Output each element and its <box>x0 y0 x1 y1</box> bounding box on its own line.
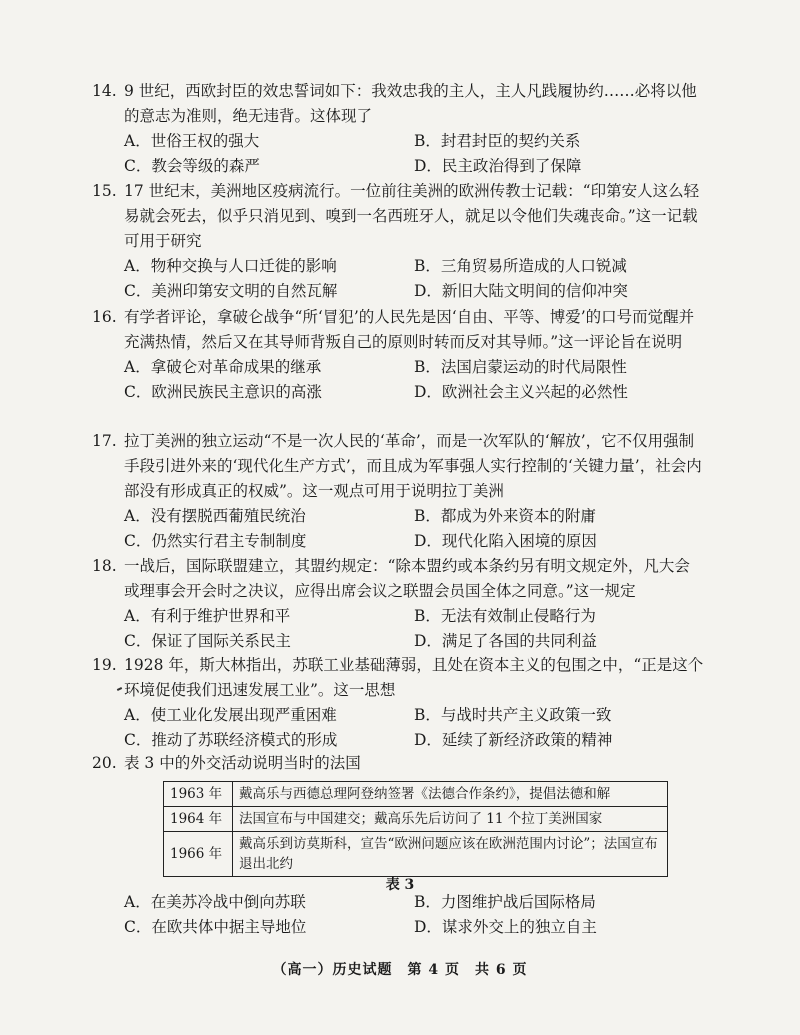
option-b: B．三角贸易所造成的人口锐减 <box>414 257 627 275</box>
option-d: D．现代化陷入困境的原因 <box>414 532 597 550</box>
table-cell-year: 1966 年 <box>164 832 233 877</box>
question-17 <box>92 429 704 554</box>
table-cell-year: 1963 年 <box>164 782 233 807</box>
option-c: C．欧洲民族民主意识的高涨 <box>124 383 322 401</box>
question-16 <box>92 305 704 405</box>
option-c: C．仍然实行君主专制制度 <box>124 532 307 550</box>
option-a: A．拿破仑对革命成果的继承 <box>124 358 322 376</box>
option-d: D．谋求外交上的独立自主 <box>414 918 597 936</box>
question-number: 19. <box>92 656 117 674</box>
option-a: A．物种交换与人口迁徙的影响 <box>124 257 337 275</box>
option-a: A．没有摆脱西葡殖民统治 <box>124 507 306 525</box>
table-cell-event: 法国宣布与中国建交；戴高乐先后访问了 11 个拉丁美洲国家 <box>233 807 668 832</box>
question-number: 14. <box>92 82 117 100</box>
option-c: C．教会等级的森严 <box>124 157 260 175</box>
question-stem: 表 3 中的外交活动说明当时的法国 <box>124 754 361 772</box>
option-d: D．新旧大陆文明间的信仰冲突 <box>414 282 628 300</box>
question-stem: 拉丁美洲的独立运动“不是一次人民的‘革命’，而是一次军队的‘解放’，它不仅用强制手段引进外来的‘现代化生产方式’，而且成为军事强人实行控制的‘关键力量’，社会内部没有形成真正的权威”。这一观点可用于说明拉丁美洲 <box>124 432 702 500</box>
question-19 <box>92 653 704 753</box>
option-d: D．满足了各国的共同利益 <box>414 632 597 650</box>
option-a: A．有利于维护世界和平 <box>124 607 291 625</box>
table-cell-event: 戴高乐到访莫斯科，宣告“欧洲问题应该在欧洲范围内讨论”；法国宣布退出北约 <box>233 832 668 877</box>
option-b: B．都成为外来资本的附庸 <box>414 507 596 525</box>
table-row <box>164 832 668 877</box>
option-c: C．美洲印第安文明的自然瓦解 <box>124 282 338 300</box>
question-18 <box>92 554 704 654</box>
question-14 <box>92 79 704 179</box>
option-b: B．法国启蒙运动的时代局限性 <box>414 358 627 376</box>
stray-mark <box>117 687 122 691</box>
question-number: 20. <box>92 754 117 772</box>
option-d: D．延续了新经济政策的精神 <box>414 731 613 749</box>
question-stem: 一战后，国际联盟建立，其盟约规定：“除本盟约或本条约另有明文规定外，凡大会或理事会开会时之决议，应得出席会议之联盟会员国全体之同意。”这一规定 <box>124 557 690 600</box>
question-number: 16. <box>92 308 117 326</box>
option-b: B．力图维护战后国际格局 <box>414 893 596 911</box>
option-c: C．保证了国际关系民主 <box>124 632 291 650</box>
option-d: D．民主政治得到了保障 <box>414 157 582 175</box>
question-stem: 有学者评论，拿破仑战争“所‘冒犯’的人民先是因‘自由、平等、博爱’的口号而觉醒并充满热情，然后又在其导师背叛自己的原则时转而反对其导师。”这一评论旨在说明 <box>124 308 695 351</box>
question-20-options <box>124 890 704 940</box>
diplomacy-table <box>163 781 668 877</box>
table-cell-year: 1964 年 <box>164 807 233 832</box>
question-number: 18. <box>92 557 117 575</box>
question-15 <box>92 179 704 304</box>
question-number: 17. <box>92 432 117 450</box>
question-stem: 9 世纪，西欧封臣的效忠誓词如下：我效忠我的主人，主人凡践履协约……必将以他的意志为准则，绝无违背。这体现了 <box>124 82 697 125</box>
table-caption: 表 3 <box>385 877 415 893</box>
table-row <box>164 807 668 832</box>
table-cell-event: 戴高乐与西德总理阿登纳签署《法德合作条约》，提倡法德和解 <box>233 782 668 807</box>
question-20 <box>92 751 704 776</box>
question-stem: 1928 年，斯大林指出，苏联工业基础薄弱，且处在资本主义的包围之中，“正是这个环境促使我们迅速发展工业”。这一思想 <box>124 656 704 699</box>
option-b: B．与战时共产主义政策一致 <box>414 706 612 724</box>
option-c: C．在欧共体中据主导地位 <box>124 918 307 936</box>
question-stem: 17 世纪末，美洲地区疫病流行。一位前往美洲的欧洲传教士记载：“印第安人这么轻易就会死去，似乎只消见到、嗅到一名西班牙人，就足以令他们失魂丧命。”这一记载可用于研究 <box>124 182 700 250</box>
page-footer: （高一）历史试题 第 4 页 共 6 页 <box>272 962 528 978</box>
option-b: B．封君封臣的契约关系 <box>414 132 581 150</box>
option-d: D．欧洲社会主义兴起的必然性 <box>414 383 628 401</box>
option-a: A．世俗王权的强大 <box>124 132 260 150</box>
option-b: B．无法有效制止侵略行为 <box>414 607 596 625</box>
option-c: C．推动了苏联经济模式的形成 <box>124 731 338 749</box>
question-number: 15. <box>92 182 117 200</box>
option-a: A．在美苏冷战中倒向苏联 <box>124 893 306 911</box>
option-a: A．使工业化发展出现严重困难 <box>124 706 337 724</box>
table-row <box>164 782 668 807</box>
